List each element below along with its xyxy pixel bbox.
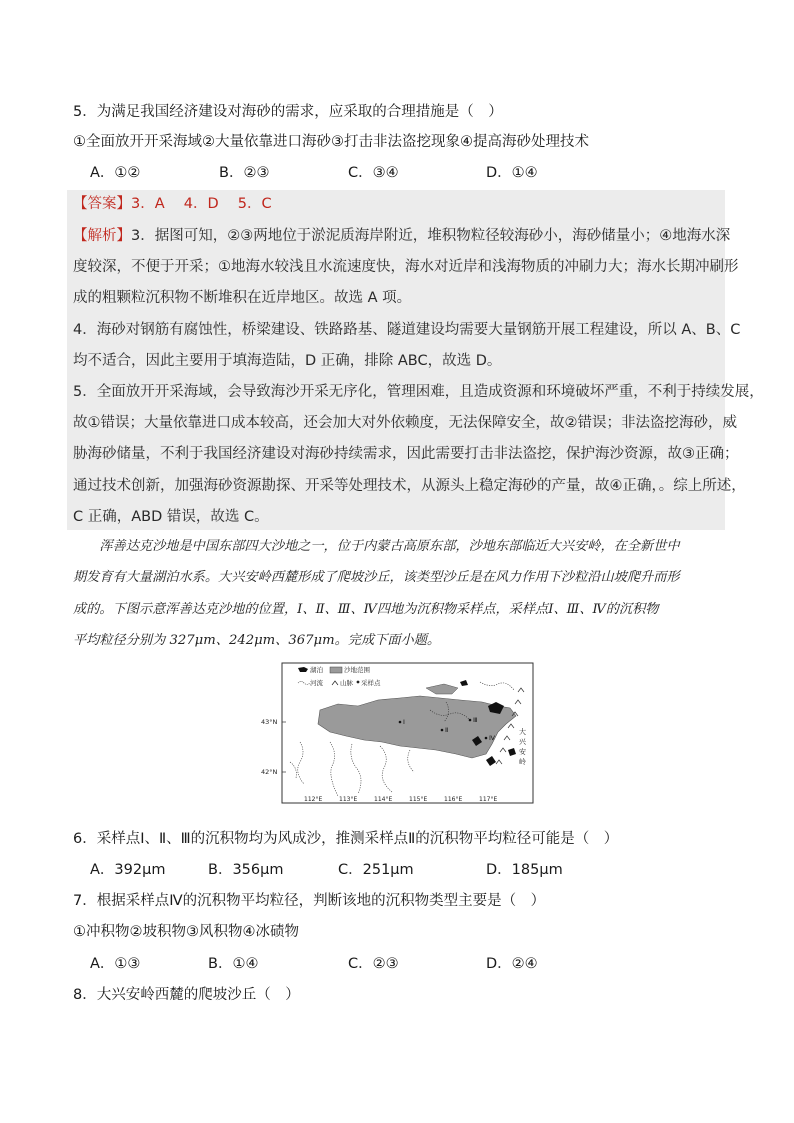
option-d: D．185μm bbox=[486, 862, 563, 878]
option-c: C．②③ bbox=[348, 956, 399, 972]
svg-text:安: 安 bbox=[519, 748, 526, 756]
analysis-line-2: 度较深，不便于开采；①地海水较浅且水流速度快，海水对近岸和浅海物质的冲刷力大；海水长期冲刷形 bbox=[73, 259, 739, 275]
svg-text:117°E: 117°E bbox=[479, 796, 498, 803]
question-8-stem: 8．大兴安岭西麓的爬坡沙丘（ ） bbox=[73, 987, 300, 1003]
question-5-items: ①全面放开开采海域②大量依靠进口海砂③打击非法盗挖现象④提高海砂处理技术 bbox=[73, 134, 589, 150]
analysis-line-6: 5．全面放开开采海域，会导致海沙开采无序化，管理困难，且造成资源和环境破坏严重，不利于持续发展， bbox=[73, 384, 764, 400]
option-b: B．①④ bbox=[208, 956, 259, 972]
answer-line bbox=[73, 194, 272, 214]
answer-text: 3．A 4．D 5．C bbox=[131, 196, 272, 212]
option-c: C．③④ bbox=[348, 165, 399, 181]
option-d: D．①④ bbox=[486, 165, 538, 181]
answer-label: 【答案】 bbox=[73, 196, 131, 212]
lat-label-43: 43°N bbox=[261, 718, 278, 726]
intro-line-1: 浑善达克沙地是中国东部四大沙地之一，位于内蒙古高原东部，沙地东部临近大兴安岭，在全新世中 bbox=[73, 539, 680, 554]
sample-point-3: Ⅲ bbox=[473, 716, 478, 724]
option-c: C．251μm bbox=[338, 862, 414, 878]
analysis-line-1: 【解析】3．据图可知，②③两地位于淤泥质海岸附近，堆积物粒径较海砂小，海砂储量小；④地海水深 bbox=[73, 228, 731, 244]
question-5-stem: 5．为满足我国经济建设对海砂的需求，应采取的合理措施是（ ） bbox=[73, 104, 503, 120]
sand-legend-icon bbox=[330, 667, 342, 673]
sample-point-2: Ⅱ bbox=[445, 726, 449, 734]
option-b: B．②③ bbox=[219, 165, 270, 181]
legend-lake: 湖泊 bbox=[310, 666, 323, 674]
intro-line-2: 期发育有大量湖泊水系。大兴安岭西麓形成了爬坡沙丘，该类型沙丘是在风力作用下沙粒沿山坡爬升而形 bbox=[73, 570, 680, 585]
option-d: D．②④ bbox=[486, 956, 538, 972]
svg-text:113°E: 113°E bbox=[339, 796, 358, 803]
analysis-line-10: C 正确，ABD 错误，故选 C。 bbox=[73, 509, 269, 525]
sample-legend-icon bbox=[357, 681, 360, 684]
analysis-line-5: 均不适合，因此主要用于填海造陆，D 正确，排除 ABC，故选 D。 bbox=[73, 353, 502, 369]
svg-text:112°E: 112°E bbox=[304, 796, 323, 803]
option-b: B．356μm bbox=[208, 862, 284, 878]
option-a: A．392μm bbox=[90, 862, 166, 878]
intro-line-4: 平均粒径分别为 327μm、242μm、367μm。完成下面小题。 bbox=[73, 633, 441, 648]
analysis-line-7: 故①错误；大量依靠进口成本较高，还会加大对外依赖度，无法保障安全，故②错误；非法盗挖海砂，威 bbox=[73, 415, 737, 431]
svg-text:115°E: 115°E bbox=[409, 796, 428, 803]
analysis-line-4: 4．海砂对钢筋有腐蚀性，桥梁建设、铁路路基、隧道建设均需要大量钢筋开展工程建设，所以 A、B、C bbox=[73, 322, 741, 338]
svg-text:116°E: 116°E bbox=[444, 796, 463, 803]
svg-text:岭: 岭 bbox=[519, 758, 526, 766]
option-a: A．①② bbox=[90, 165, 141, 181]
option-a: A．①③ bbox=[90, 956, 141, 972]
intro-line-3: 成的。下图示意浑善达克沙地的位置，Ⅰ、Ⅱ、Ⅲ、Ⅳ四地为沉积物采样点，采样点Ⅰ、Ⅲ、Ⅳ的沉积物 bbox=[73, 602, 659, 617]
legend-sample: 采样点 bbox=[361, 679, 381, 687]
legend-river: 河流 bbox=[310, 679, 323, 687]
analysis-line-3: 成的粗颗粒沉积物不断堆积在近岸地区。故选 A 项。 bbox=[73, 290, 412, 306]
question-7-items: ①冲积物②坡积物③风积物④冰碛物 bbox=[73, 924, 299, 940]
svg-text:兴: 兴 bbox=[519, 738, 526, 746]
sample-point-4: Ⅳ bbox=[489, 734, 495, 742]
analysis-label: 【解析】 bbox=[73, 228, 131, 244]
sample-point-1: Ⅰ bbox=[403, 718, 405, 726]
legend-mountain: 山脉 bbox=[340, 679, 353, 687]
svg-text:大: 大 bbox=[519, 728, 526, 736]
lat-label-42: 42°N bbox=[261, 768, 278, 776]
sandy-land-map bbox=[260, 662, 534, 804]
analysis-line-8: 胁海砂储量，不利于我国经济建设对海砂持续需求，因此需要打击非法盗挖，保护海沙资源，故③正确； bbox=[73, 446, 739, 462]
analysis-line-9: 通过技术创新，加强海砂资源勘探、开采等处理技术，从源头上稳定海砂的产量，故④正确，。综上所述， bbox=[73, 478, 746, 494]
svg-text:114°E: 114°E bbox=[374, 796, 393, 803]
legend-sand: 沙地范围 bbox=[344, 666, 370, 674]
question-6-stem: 6．采样点Ⅰ、Ⅱ、Ⅲ的沉积物均为风成沙，推测采样点Ⅱ的沉积物平均粒径可能是（ ） bbox=[73, 831, 619, 847]
question-7-stem: 7．根据采样点Ⅳ的沉积物平均粒径，判断该地的沉积物类型主要是（ ） bbox=[73, 893, 546, 909]
